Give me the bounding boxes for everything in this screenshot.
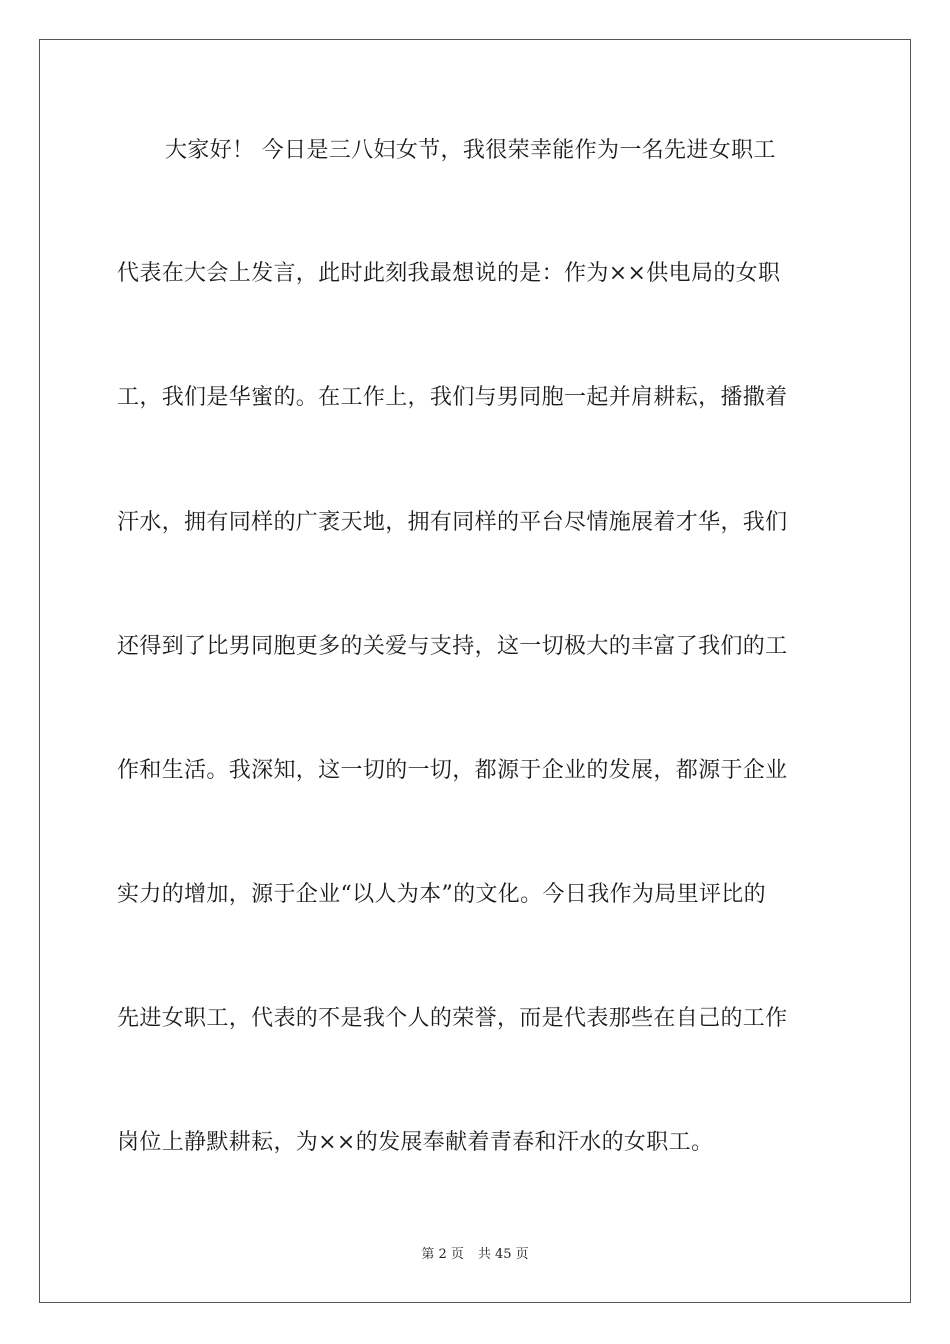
page-footer <box>0 1246 950 1264</box>
paragraph-line: 汗水，拥有同样的广袤天地，拥有同样的平台尽情施展着才华，我们 <box>117 510 788 535</box>
paragraph-line: 先进女职工，代表的不是我个人的荣誉，而是代表那些在自己的工作 <box>117 1006 788 1031</box>
paragraph-line: 代表在大会上发言，此时此刻我最想说的是：作为××供电局的女职 <box>117 261 781 286</box>
paragraph-line: 实力的增加，源于企业“以人为本”的文化。今日我作为局里评比的 <box>117 882 766 907</box>
page-border <box>39 39 911 1303</box>
paragraph-line: 还得到了比男同胞更多的关爱与支持，这一切极大的丰富了我们的工 <box>117 634 788 659</box>
page-number: 第 2 页 <box>421 1247 464 1262</box>
paragraph-line: 岗位上静默耕耘，为××的发展奉献着青春和汗水的女职工。 <box>117 1130 714 1155</box>
paragraph-line: 作和生活。我深知，这一切的一切，都源于企业的发展，都源于企业 <box>117 758 788 783</box>
total-pages: 共 45 页 <box>477 1247 529 1262</box>
paragraph-line: 工，我们是华蜜的。在工作上，我们与男同胞一起并肩耕耘，播撒着 <box>117 385 788 410</box>
paragraph-line: 大家好！ 今日是三八妇女节，我很荣幸能作为一名先进女职工 <box>165 138 776 163</box>
